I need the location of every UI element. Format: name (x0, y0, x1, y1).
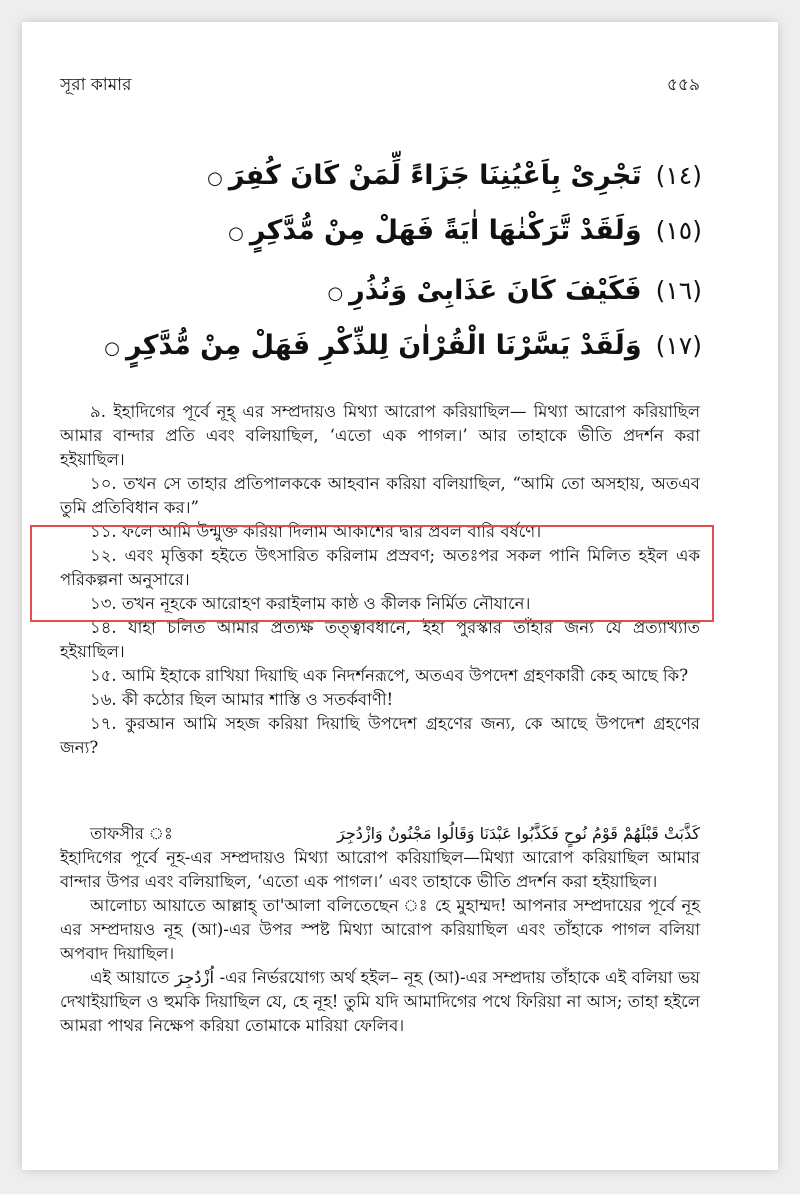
verse-end-mark: ○ (327, 283, 344, 304)
translation-verse-14: ১৪. যাহা চলিত আমার প্রত্যক্ষ তত্ত্বাবধানে, ইহা পুরস্কার তাঁহার জন্য যে প্রত্যাখ্যাত হইয়াছিল। (60, 618, 700, 661)
tafsir-paragraph: ইহাদিগের পূর্বে নূহ-এর সম্প্রদায়ও মিথ্যা আরোপ করিয়াছিল—মিথ্যা আরোপ করিয়াছিল আমার বান্দার উপর এবং বলিয়াছিল, ‘এতো এক পাগল।’ এবং তাহাকে ভীতি প্রদর্শন করা হইয়াছিল। (60, 848, 700, 891)
translation-verse-11: ১১. ফলে আমি উন্মুক্ত করিয়া দিলাম আকাশের দ্বার প্রবল বারি বর্ষণে। (90, 522, 542, 541)
verse-text: تَجْرِىْ بِاَعْيُنِنَا جَزَاءً لِّمَنْ كَانَ كُفِرَ (228, 160, 642, 191)
verse-end-mark: ○ (207, 168, 223, 189)
tafsir-arabic: كَذَّبَتْ قَبْلَهُمْ قَوْمُ نُوحٍ فَكَذَّبُوا عَبْدَنَا وَقَالُوا مَجْنُونٌ وَازْدُجِرَ (337, 824, 700, 843)
verse-number: (١٦) (655, 276, 702, 305)
translation-verse-13: ১৩. তখন নূহকে আরোহণ করাইলাম কাষ্ঠ ও কীলক নির্মিত নৌযানে। (90, 594, 531, 613)
document-page (22, 22, 778, 1170)
tafsir-text: এই আয়াতে (90, 968, 170, 987)
verse-line (104, 330, 702, 361)
tafsir-block (60, 822, 700, 1038)
verse-line (202, 277, 702, 304)
verse-number: (١٤) (655, 161, 702, 190)
verse-number: (١٥) (655, 216, 702, 245)
translation-verse-15: ১৫. আমি ইহাকে রাখিয়া দিয়াছি এক নিদর্শনরূপে, অতএব উপদেশ গ্রহণকারী কেহ আছে কি? (90, 666, 689, 685)
translation-verse-9: ৯. ইহাদিগের পূর্বে নূহ্ এর সম্প্রদায়ও মিথ্যা আরোপ করিয়াছিল— মিথ্যা আরোপ করিয়াছিল আমার বান্দার প্রতি এবং বলিয়াছিল, ‘এতো এক পাগল।’ আর তাহাকে ভীতি প্রদর্শন করা হইয়াছিল। (60, 402, 700, 469)
translation-verse-10: ১০. তখন সে তাহার প্রতিপালককে আহবান করিয়া বলিয়াছিল, “আমি তো অসহায়, অতএব তুমি প্রতিবিধান কর।” (60, 474, 700, 517)
verse-text: وَلَقَدْ يَسَّرْنَا الْقُرْاٰنَ لِلذِّكْرِ فَهَلْ مِنْ مُّدَّكِرٍ (125, 330, 642, 361)
tafsir-text: -এর নির্ভরযোগ্য অর্থ হইল– নূহ (আ)-এর সম্প্রদায় তাঁহাকে এই বলিয়া ভয় দেখাইয়াছিল ও হুমকি দিয়াছিল যে, হে নূহ! তুমি যদি আমাদিগের পথে ফিরিয়া না আস; তাহা হইলে আমরা পাথর নিক্ষেপ করিয়া তোমাকে মারিয়া ফেলিব। (60, 968, 700, 1035)
highlight-box (30, 525, 714, 622)
verse-text: فَكَيْفَ كَانَ عَذَابِىْ وَنُذُرِ (349, 275, 642, 306)
tafsir-heading (60, 822, 700, 846)
tafsir-label: তাফসীর ঃ (90, 824, 173, 843)
translation-verse-12: ১২. এবং মৃত্তিকা হইতে উৎসারিত করিলাম প্রস্রবণ; অতঃপর সকল পানি মিলিত হইল এক পরিকল্পনা অনুসারে। (60, 546, 700, 589)
verse-end-mark: ○ (228, 223, 244, 244)
page-number: ৫৫৯ (666, 75, 700, 95)
tafsir-paragraph (60, 966, 700, 1038)
verse-text: وَلَقَدْ تَّرَكْنٰهَا اٰيَةً فَهَلْ مِنْ مُّدَّكِرٍ (249, 215, 642, 246)
tafsir-paragraph: আলোচ্য আয়াতে আল্লাহ্ তা'আলা বলিতেছেন ঃ হে মুহাম্মদ! আপনার সম্প্রদায়ের পূর্বে নূহ এর সম্প্রদায়ও নূহ (আ)-এর উপর স্পষ্ট মিথ্যা আরোপ করিয়াছিল এবং তাঁহাকে পাগল বলিয়া অপবাদ দিয়াছিল। (60, 896, 700, 963)
tafsir-arabic-word: اُزْدُجِرَ (174, 968, 215, 987)
verse-end-mark: ○ (104, 338, 120, 359)
translation-verse-16: ১৬. কী কঠোর ছিল আমার শাস্তি ও সতর্কবাণী! (90, 690, 394, 709)
verse-line (202, 162, 702, 189)
translation-verse-17: ১৭. কুরআন আমি সহজ করিয়া দিয়াছি উপদেশ গ্রহণের জন্য, কে আছে উপদেশ গ্রহণের জন্য? (60, 714, 700, 757)
surah-title: সূরা কামার (60, 75, 132, 95)
verse-number: (١٧) (655, 331, 702, 360)
verse-line (202, 217, 702, 244)
